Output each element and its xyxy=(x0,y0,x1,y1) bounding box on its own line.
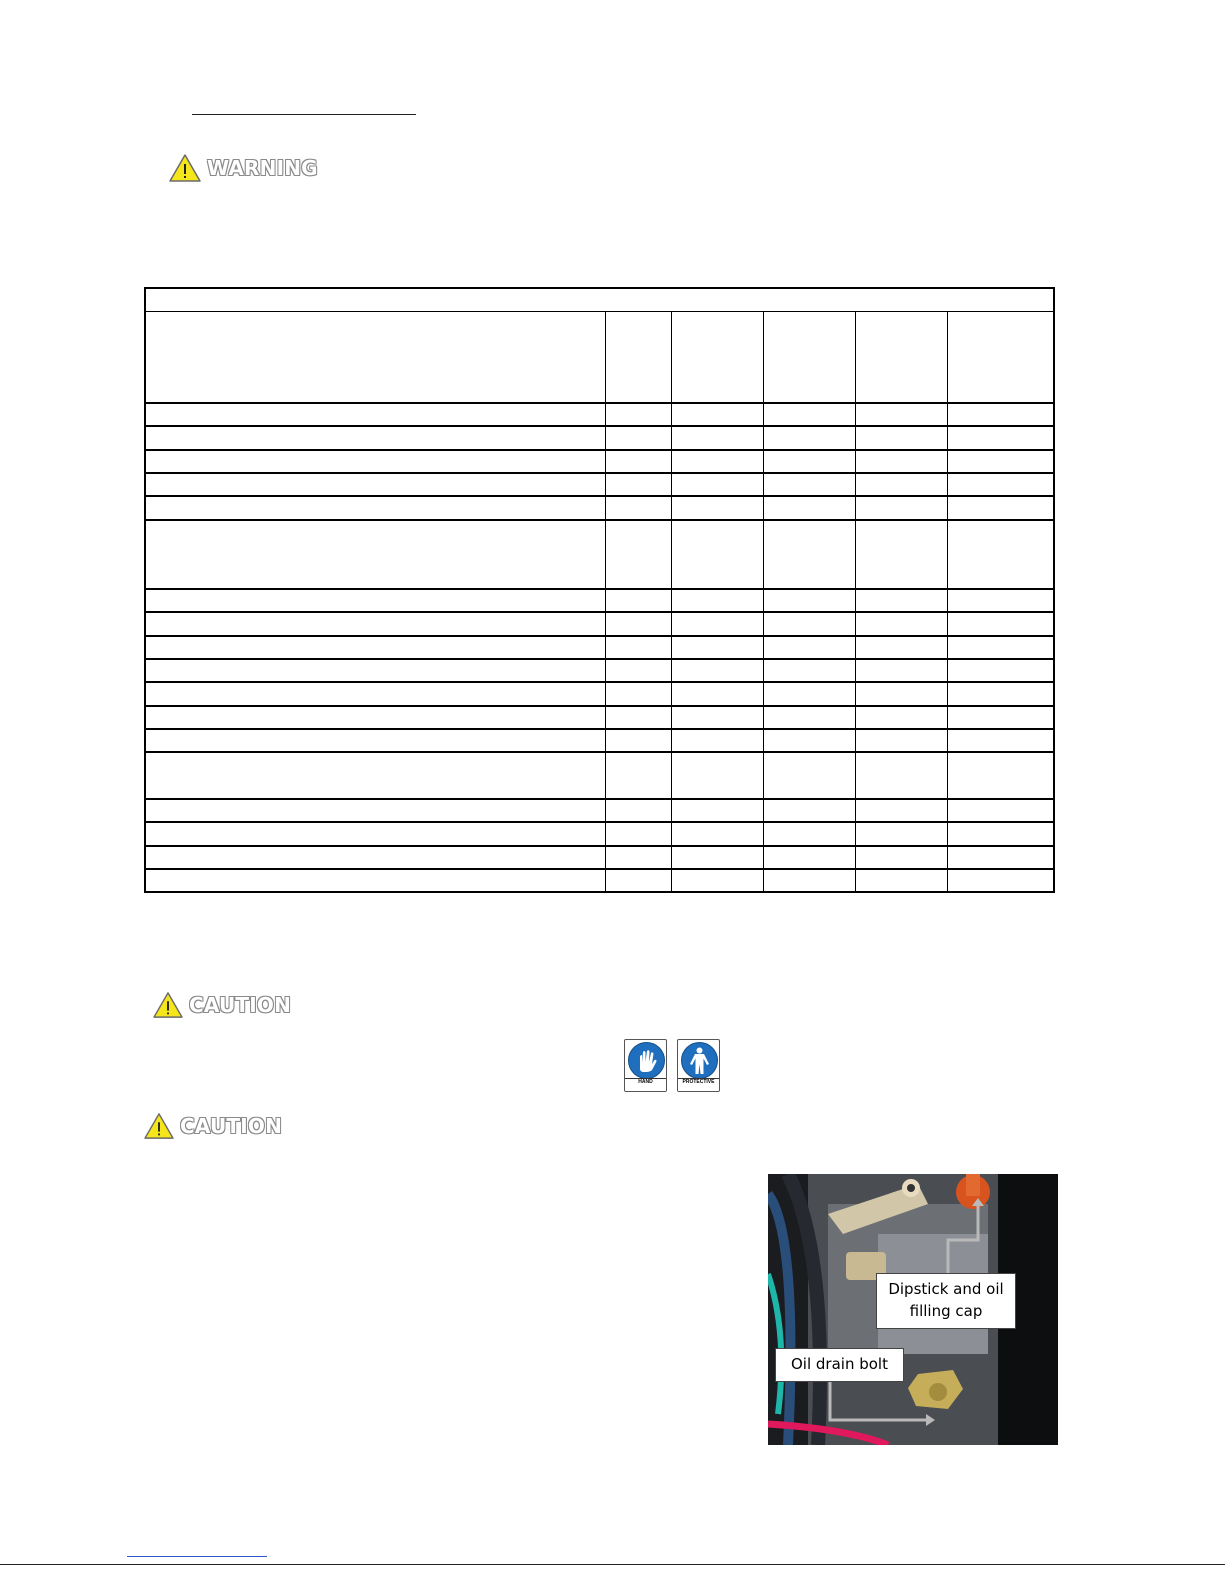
table-row xyxy=(145,636,1054,659)
table-title-row xyxy=(145,288,1054,311)
table-row xyxy=(145,589,1054,612)
hand-protection-sign xyxy=(624,1039,667,1092)
header-cell xyxy=(671,311,763,403)
table-row xyxy=(145,869,1054,892)
table-row xyxy=(145,520,1054,589)
table-row xyxy=(145,752,1054,799)
table-row xyxy=(145,612,1054,636)
table-row xyxy=(145,450,1054,473)
footer-link-underline[interactable] xyxy=(127,1556,267,1557)
table-row xyxy=(145,426,1054,450)
header-cell xyxy=(947,311,1054,403)
table-row xyxy=(145,799,1054,822)
hand-protection-caption: HAND xyxy=(625,1078,666,1091)
caution-label: CAUTION xyxy=(189,993,292,1017)
table-row xyxy=(145,473,1054,496)
section-heading-underline xyxy=(192,114,416,115)
protective-clothing-sign xyxy=(677,1039,720,1092)
warning-triangle-icon xyxy=(168,153,202,183)
table-row xyxy=(145,846,1054,869)
table-header-row xyxy=(145,311,1054,403)
warning-label: WARNING xyxy=(207,156,318,180)
header-cell xyxy=(605,311,671,403)
coverall-icon xyxy=(681,1042,718,1079)
table-row xyxy=(145,682,1054,706)
footer-rule xyxy=(0,1564,1225,1565)
table-row xyxy=(145,822,1054,846)
dipstick-callout-line1: Dipstick and oil xyxy=(888,1280,1004,1298)
table-row xyxy=(145,659,1054,682)
dipstick-callout-line2: filling cap xyxy=(909,1302,983,1320)
table-row xyxy=(145,403,1054,426)
warning-triangle-icon xyxy=(143,1112,175,1140)
warning-alert xyxy=(168,153,318,183)
header-cell xyxy=(763,311,855,403)
header-cell xyxy=(145,311,605,403)
maintenance-schedule-table xyxy=(144,287,1055,893)
caution-label: CAUTION xyxy=(180,1114,283,1138)
warning-triangle-icon xyxy=(152,991,184,1019)
glove-icon xyxy=(628,1042,665,1079)
protective-clothing-caption: PROTECTIVE xyxy=(678,1078,719,1091)
dipstick-callout xyxy=(876,1273,1016,1329)
caution-alert-1 xyxy=(152,991,291,1019)
table-title-cell xyxy=(145,288,1054,311)
table-row xyxy=(145,706,1054,729)
engine-oil-photo xyxy=(768,1174,1058,1445)
header-cell xyxy=(855,311,947,403)
drain-bolt-callout: Oil drain bolt xyxy=(775,1348,904,1382)
table-row xyxy=(145,729,1054,752)
caution-alert-2 xyxy=(143,1112,282,1140)
table-row xyxy=(145,496,1054,520)
